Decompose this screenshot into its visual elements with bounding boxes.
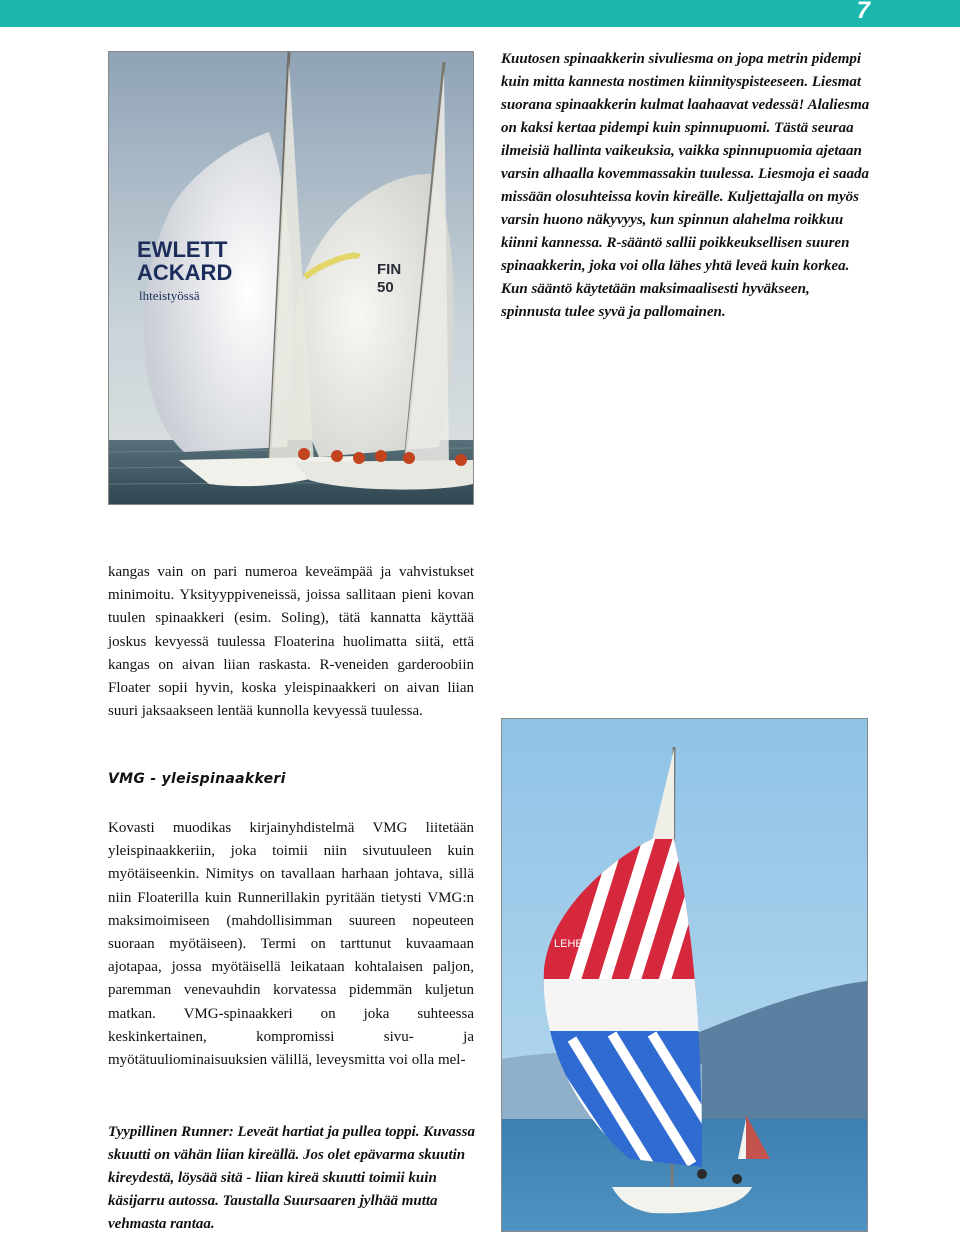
section-heading: VMG - yleispinaakkeri	[108, 771, 286, 787]
page-number: 7	[856, 0, 870, 24]
body-paragraph-1: kangas vain on pari numeroa keveämpää ja vahvistukset minimoitu. Yksityyppiveneissä, joissa sallitaan pieni kovan tuulen spinaakkeri (esim. Soling), tätä kannatta käyttää joskus kevyessä tuulessa Floaterina huolimatta siitä, että kangas on aivan liian raskasta. R-veneiden garderoobiin Floater sopii hyvin, koska yleispinaakkeri on aivan liian suuri jaksaakseen lentää kunnolla kevyessä tuulessa.	[108, 564, 474, 720]
caption-top: Kuutosen spinaakkerin sivuliesma on jopa metrin pidempi kuin mitta kannesta nostimen kiinnityspisteeseen. Liesmat suorana spinaakkerin kulmat laahaavat vedessä! Alaliesma on kaksi kertaa pidempi kuin spinnupuomi. Tästä seuraa ilmeisiä hallinta vaikeuksia, vaikka spinnupuomia ajetaan varsin alhaalla kovemmassakin tuulessa. Liesmoja ei saada missään olosuhteissa kovin kireälle. Kuljettajalla on myös varsin huono näkyvyys, kun spinnun alahelma roikkuu kiinni kannessa. R-sääntö sallii poikkeuksellisen suuren spinaakkerin, joka voi olla lähes yhtä leveä kuin korkea. Kun sääntö käytetään maksimaalisesti hyväkseen, spinnusta tulee syvä ja pallomainen.	[501, 51, 870, 320]
header-bar	[0, 0, 960, 27]
caption-bottom: Tyypillinen Runner: Leveät hartiat ja pullea toppi. Kuvassa skuutti on vähän liian kireällä. Jos olet epävarma skuutin kireydestä, löysää sitä - liian kireä skuutti toimii kuin käsijarru autossa. Taustalla Suursaaren jylhää mutta vehmasta rantaa.	[108, 1124, 475, 1232]
sail-logo-text-3: lhteistyössä	[139, 288, 200, 303]
body-paragraph-2: Kovasti muodikas kirjainyhdistelmä VMG liitetään yleispinaakkeriin, joka toimii niin sivutuuleen kuin myötäiseenkin. Nimitys on tavallaan harhaan johtava, sillä niin Floaterilla kuin Runnerillakin pyritään tietysti VMG:n maksimoimiseen (mahdollisimman suureen nopeuteen suoraan myötäiseen). Termi on tarttunut kuvaamaan ajotapaa, jossa myötäisellä leikataan kohtalaisen paljon, paremman venevauhdin korvatessa pidemmän kuljetun matkan. VMG-spinaakkeri on joka suhteessa keskinkertainen, kompromissi sivu- ja myötätuuliominaisuuksien välillä, leveysmitta voi olla mel-	[108, 820, 474, 1069]
photo-runner-spinnaker	[501, 718, 868, 1232]
sail-logo-text-1: EWLETT	[137, 237, 228, 262]
sail-number-text-2: 50	[377, 279, 394, 296]
sail-number-text-1: FIN	[377, 261, 402, 278]
sail-logo-text-2: ACKARD	[137, 260, 233, 285]
photo-sailboats-white-spinnakers	[108, 51, 474, 505]
spinnaker-logo-text: LEHE	[554, 938, 583, 950]
